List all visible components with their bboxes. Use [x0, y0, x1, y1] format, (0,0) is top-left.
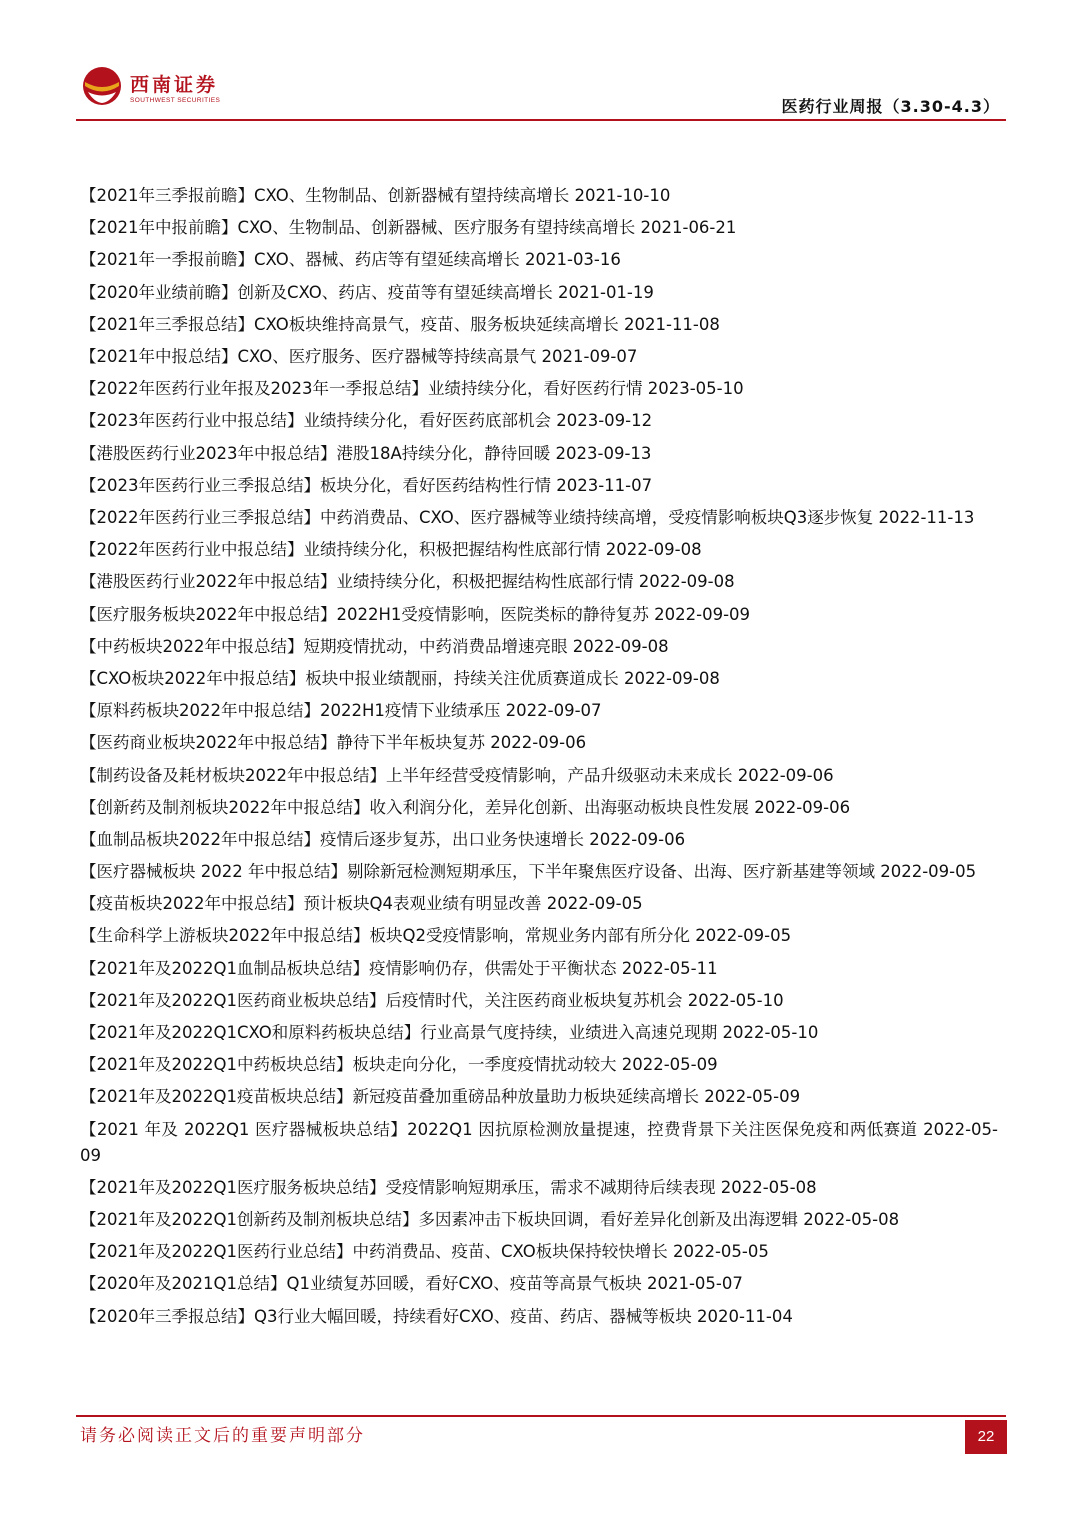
report-item: 【港股医药行业2023年中报总结】港股18A持续分化，静待回暖 2023-09-13	[80, 443, 652, 463]
page-header	[0, 0, 1080, 130]
report-list	[80, 180, 998, 1333]
report-item: 【2021年及2022Q1创新药及制剂板块总结】多因素冲击下板块回调，看好差异化创新及出海逻辑 2022-05-08	[80, 1209, 900, 1229]
report-item: 【2023年医药行业三季报总结】板块分化，看好医药结构性行情 2023-11-07	[80, 475, 653, 495]
report-item: 【2020年三季报总结】Q3行业大幅回暖，持续看好CXO、疫苗、药店、器械等板块 2020-11-04	[80, 1306, 793, 1326]
report-item: 【创新药及制剂板块2022年中报总结】收入利润分化，差异化创新、出海驱动板块良性发展 2022-09-06	[80, 797, 851, 817]
company-name-cn: 西南证券	[130, 74, 219, 96]
company-logo	[82, 66, 232, 110]
footer-divider	[76, 1415, 1006, 1417]
company-logo-icon	[82, 66, 122, 106]
report-title: 医药行业周报（3.30-4.3）	[781, 97, 1000, 116]
report-item: 【医药商业板块2022年中报总结】静待下半年板块复苏 2022-09-06	[80, 733, 587, 753]
report-item: 【生命科学上游板块2022年中报总结】板块Q2受疫情影响，常规业务内部有所分化 2022-09-05	[80, 926, 792, 946]
report-item: 【2021 年及 2022Q1 医疗器械板块总结】2022Q1 因抗原检测放量提速，控费背景下关注医保免疫和两低赛道 2022-05-09	[80, 1119, 998, 1165]
report-item: 【2021年中报前瞻】CXO、生物制品、创新器械、医疗服务有望持续高增长 2021-06-21	[80, 218, 737, 238]
report-item: 【2021年中报总结】CXO、医疗服务、医疗器械等持续高景气 2021-09-07	[80, 347, 638, 367]
report-item: 【CXO板块2022年中报总结】板块中报业绩靓丽，持续关注优质赛道成长 2022-09-08	[80, 669, 720, 689]
report-item: 【制药设备及耗材板块2022年中报总结】上半年经营受疫情影响，产品升级驱动未来成长 2022-09-06	[80, 765, 834, 785]
report-item: 【中药板块2022年中报总结】短期疫情扰动，中药消费品增速亮眼 2022-09-08	[80, 636, 669, 656]
report-item: 【2022年医药行业中报总结】业绩持续分化，积极把握结构性底部行情 2022-09-08	[80, 540, 702, 560]
report-item: 【2021年三季报前瞻】CXO、生物制品、创新器械有望持续高增长 2021-10-10	[80, 186, 671, 205]
report-item: 【医疗器械板块 2022 年中报总结】剔除新冠检测短期承压，下半年聚焦医疗设备、出海、医疗新基建等领域 2022-09-05	[80, 862, 977, 882]
report-item: 【2021年及2022Q1医药商业板块总结】后疫情时代，关注医药商业板块复苏机会 2022-05-10	[80, 990, 784, 1010]
report-item: 【2021年及2022Q1血制品板块总结】疫情影响仍存，供需处于平衡状态 2022-05-11	[80, 958, 718, 978]
report-item: 【2021年及2022Q1医药行业总结】中药消费品、疫苗、CXO板块保持较快增长 2022-05-05	[80, 1242, 769, 1262]
disclaimer-note: 请务必阅读正文后的重要声明部分	[80, 1426, 365, 1446]
report-item: 【2021年及2022Q1中药板块总结】板块走向分化，一季度疫情扰动较大 2022-05-09	[80, 1055, 718, 1075]
report-item: 【医疗服务板块2022年中报总结】2022H1受疫情影响，医院类标的静待复苏 2022-09-09	[80, 604, 751, 624]
report-item: 【疫苗板块2022年中报总结】预计板块Q4表观业绩有明显改善 2022-09-05	[80, 894, 643, 914]
report-item: 【2021年及2022Q1疫苗板块总结】新冠疫苗叠加重磅品种放量助力板块延续高增长 2022-05-09	[80, 1087, 801, 1107]
report-item: 【2020年及2021Q1总结】Q1业绩复苏回暖，看好CXO、疫苗等高景气板块 2021-05-07	[80, 1274, 743, 1294]
report-item: 【港股医药行业2022年中报总结】业绩持续分化，积极把握结构性底部行情 2022-09-08	[80, 572, 735, 592]
report-item: 【2022年医药行业三季报总结】中药消费品、CXO、医疗器械等业绩持续高增，受疫情影响板块Q3逐步恢复 2022-11-13	[80, 508, 975, 528]
report-item: 【2021年一季报前瞻】CXO、器械、药店等有望延续高增长 2021-03-16	[80, 250, 621, 270]
report-item: 【2022年医药行业年报及2023年一季报总结】业绩持续分化，看好医药行情 2023-05-10	[80, 379, 744, 399]
report-item: 【原料药板块2022年中报总结】2022H1疫情下业绩承压 2022-09-07	[80, 701, 602, 721]
report-item: 【2021年及2022Q1CXO和原料药板块总结】行业高景气度持续，业绩进入高速兑现期 2022-05-10	[80, 1023, 819, 1043]
report-item: 【血制品板块2022年中报总结】疫情后逐步复苏，出口业务快速增长 2022-09-06	[80, 830, 686, 850]
report-item: 【2023年医药行业中报总结】业绩持续分化，看好医药底部机会 2023-09-12	[80, 411, 653, 431]
page-number: 22	[965, 1420, 1007, 1454]
report-item: 【2021年及2022Q1医疗服务板块总结】受疫情影响短期承压，需求不减期待后续表现 2022-05-08	[80, 1177, 817, 1197]
company-name-en: SOUTHWEST SECURITIES	[130, 97, 221, 104]
report-item: 【2020年业绩前瞻】创新及CXO、药店、疫苗等有望延续高增长 2021-01-19	[80, 282, 654, 302]
header-divider	[76, 119, 1006, 121]
report-item: 【2021年三季报总结】CXO板块维持高景气，疫苗、服务板块延续高增长 2021-11-08	[80, 314, 720, 334]
